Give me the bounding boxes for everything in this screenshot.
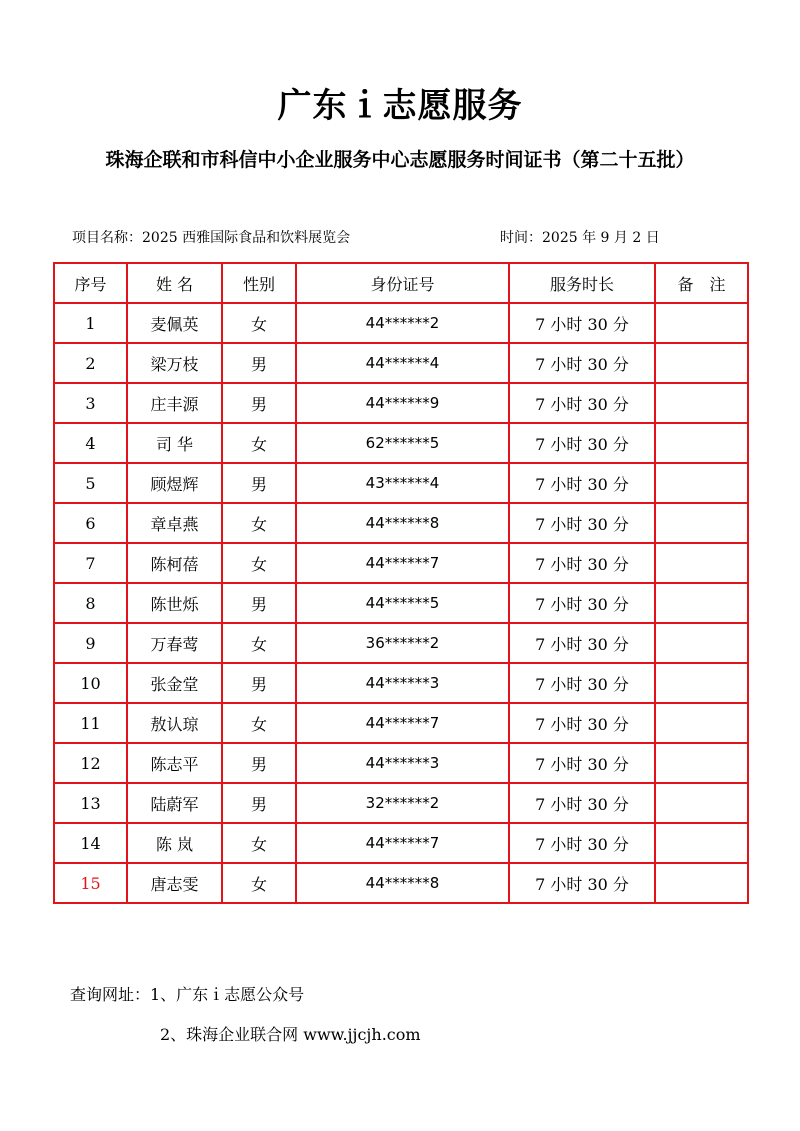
table-row: [54, 463, 748, 503]
cell-gender: 女: [222, 703, 296, 743]
cell-service-hours: 7 小时 30 分: [509, 823, 655, 863]
cell-service-hours: 7 小时 30 分: [509, 863, 655, 903]
cell-no: 14: [54, 823, 127, 863]
cell-no: 4: [54, 423, 127, 463]
cell-note: [655, 423, 748, 463]
cell-id-number: 44******3: [296, 663, 509, 703]
cell-id-number: 44******7: [296, 543, 509, 583]
header-no: 序号: [54, 263, 127, 303]
cell-service-hours: 7 小时 30 分: [509, 463, 655, 503]
cell-service-hours: 7 小时 30 分: [509, 303, 655, 343]
cell-note: [655, 663, 748, 703]
cell-id-number: 44******3: [296, 743, 509, 783]
cell-gender: 男: [222, 783, 296, 823]
website-line: 2、珠海企业联合网 www.jjcjh.com: [160, 1025, 421, 1044]
table-row: [54, 663, 748, 703]
document-title: 广东ｉ志愿服务: [277, 86, 523, 126]
cell-gender: 女: [222, 423, 296, 463]
cell-name: 顾煜辉: [127, 463, 222, 503]
cell-id-number: 44******8: [296, 503, 509, 543]
cell-no: 7: [54, 543, 127, 583]
table-row: [54, 383, 748, 423]
cell-service-hours: 7 小时 30 分: [509, 383, 655, 423]
cell-no: 3: [54, 383, 127, 423]
cell-id-number: 44******5: [296, 583, 509, 623]
cell-note: [655, 503, 748, 543]
meta-row: [72, 227, 752, 247]
cell-id-number: 32******2: [296, 783, 509, 823]
cell-note: [655, 543, 748, 583]
table-row: [54, 423, 748, 463]
cell-id-number: 36******2: [296, 623, 509, 663]
cell-name: 敖认琼: [127, 703, 222, 743]
table-row: [54, 623, 748, 663]
table-header-row: [54, 263, 748, 303]
cell-no: 13: [54, 783, 127, 823]
cell-note: [655, 463, 748, 503]
table-row: [54, 543, 748, 583]
cell-no: 2: [54, 343, 127, 383]
cell-gender: 男: [222, 383, 296, 423]
cell-no: 11: [54, 703, 127, 743]
volunteer-table: [53, 262, 749, 904]
cell-no: 6: [54, 503, 127, 543]
cell-gender: 男: [222, 583, 296, 623]
cell-name: 唐志雯: [127, 863, 222, 903]
cell-gender: 男: [222, 663, 296, 703]
cell-service-hours: 7 小时 30 分: [509, 703, 655, 743]
cell-gender: 女: [222, 303, 296, 343]
cell-id-number: 44******7: [296, 703, 509, 743]
header-gender: 性别: [222, 263, 296, 303]
cell-name: 万春莺: [127, 623, 222, 663]
cell-name: 陆蔚军: [127, 783, 222, 823]
cell-no: 8: [54, 583, 127, 623]
document-subtitle: 珠海企联和市科信中小企业服务中心志愿服务时间证书（第二十五批）: [105, 149, 695, 171]
header-name: 姓 名: [127, 263, 222, 303]
table-row: [54, 863, 748, 903]
cell-no: 15: [54, 863, 127, 903]
cell-name: 陈志平: [127, 743, 222, 783]
cell-name: 庄丰源: [127, 383, 222, 423]
cell-gender: 女: [222, 863, 296, 903]
cell-note: [655, 343, 748, 383]
cell-gender: 男: [222, 743, 296, 783]
service-date: 时间：2025 年 9 月 2 日: [500, 230, 660, 246]
header-id-number: 身份证号: [296, 263, 509, 303]
table-row: [54, 743, 748, 783]
cell-service-hours: 7 小时 30 分: [509, 503, 655, 543]
table-row: [54, 343, 748, 383]
cell-no: 1: [54, 303, 127, 343]
cell-gender: 男: [222, 463, 296, 503]
cell-name: 陈世烁: [127, 583, 222, 623]
cell-note: [655, 623, 748, 663]
cell-service-hours: 7 小时 30 分: [509, 743, 655, 783]
cell-service-hours: 7 小时 30 分: [509, 543, 655, 583]
table-row: [54, 703, 748, 743]
cell-id-number: 44******9: [296, 383, 509, 423]
cell-id-number: 43******4: [296, 463, 509, 503]
cell-gender: 女: [222, 503, 296, 543]
table-body: [54, 303, 748, 903]
cell-id-number: 44******2: [296, 303, 509, 343]
cell-id-number: 62******5: [296, 423, 509, 463]
query-line: 查询网址：1、广东ｉ志愿公众号: [70, 985, 305, 1004]
table-row: [54, 503, 748, 543]
cell-name: 陈柯蓓: [127, 543, 222, 583]
cell-name: 张金堂: [127, 663, 222, 703]
table-row: [54, 583, 748, 623]
cell-id-number: 44******4: [296, 343, 509, 383]
table-row: [54, 303, 748, 343]
project-name: 项目名称：2025 西雅国际食品和饮料展览会: [72, 230, 351, 246]
cell-gender: 女: [222, 543, 296, 583]
cell-gender: 女: [222, 623, 296, 663]
cell-service-hours: 7 小时 30 分: [509, 423, 655, 463]
cell-note: [655, 823, 748, 863]
cell-service-hours: 7 小时 30 分: [509, 623, 655, 663]
table-row: [54, 823, 748, 863]
cell-service-hours: 7 小时 30 分: [509, 343, 655, 383]
cell-id-number: 44******7: [296, 823, 509, 863]
cell-note: [655, 583, 748, 623]
cell-id-number: 44******8: [296, 863, 509, 903]
cell-no: 12: [54, 743, 127, 783]
header-service-hours: 服务时长: [509, 263, 655, 303]
cell-name: 章卓燕: [127, 503, 222, 543]
cell-note: [655, 383, 748, 423]
cell-note: [655, 703, 748, 743]
cell-note: [655, 743, 748, 783]
cell-name: 梁万枝: [127, 343, 222, 383]
cell-service-hours: 7 小时 30 分: [509, 783, 655, 823]
cell-name: 陈 岚: [127, 823, 222, 863]
cell-gender: 男: [222, 343, 296, 383]
header-note: 备 注: [655, 263, 748, 303]
cell-service-hours: 7 小时 30 分: [509, 663, 655, 703]
cell-gender: 女: [222, 823, 296, 863]
cell-note: [655, 783, 748, 823]
cell-name: 麦佩英: [127, 303, 222, 343]
table-row: [54, 783, 748, 823]
cell-name: 司 华: [127, 423, 222, 463]
cell-note: [655, 303, 748, 343]
cell-no: 5: [54, 463, 127, 503]
cell-service-hours: 7 小时 30 分: [509, 583, 655, 623]
cell-no: 10: [54, 663, 127, 703]
cell-note: [655, 863, 748, 903]
cell-no: 9: [54, 623, 127, 663]
